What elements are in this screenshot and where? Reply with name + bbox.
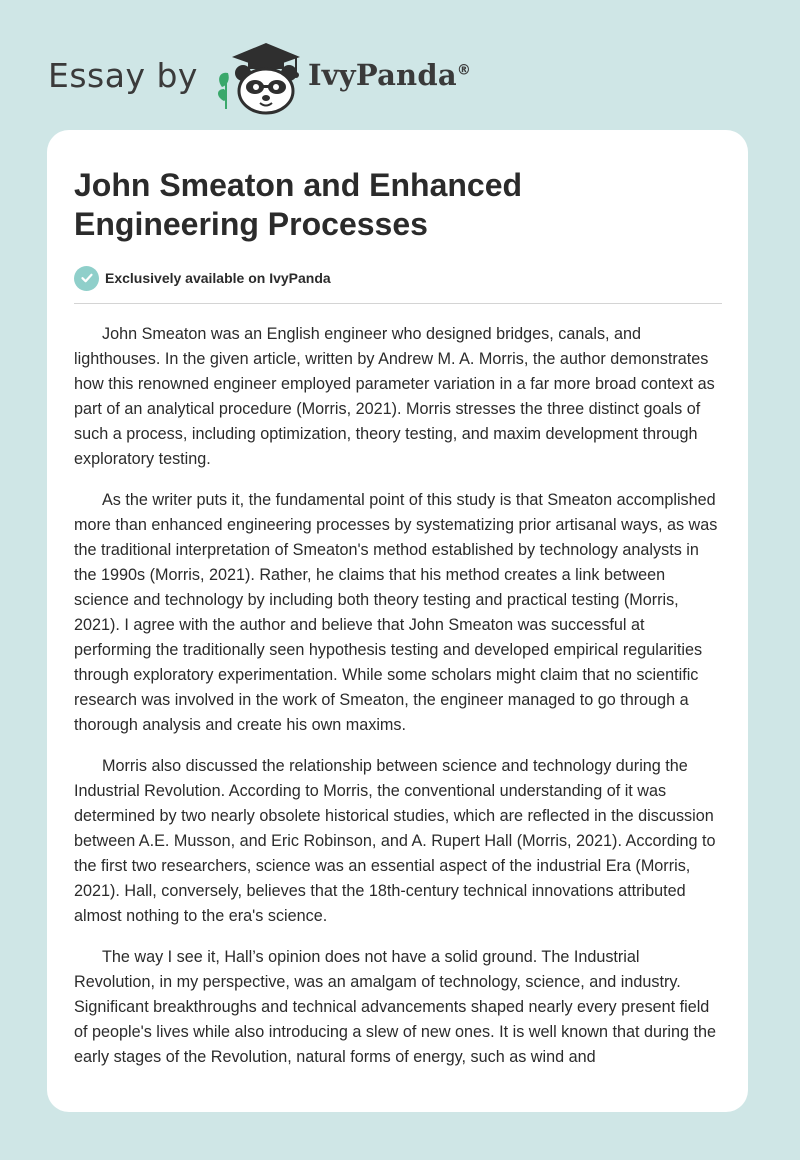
exclusive-label: Exclusively available on IvyPanda <box>105 270 331 286</box>
paragraph-2: As the writer puts it, the fundamental point of this study is that Smeaton accomplished more than enhanced engineering processes by systematizing prior artisanal ways, as was the traditional interpretation of Smeaton's method established by technology analysts in the 1990s (Morris, 2021). Rather, he claims that his method creates a link between science and technology by including both theory testing and practical testing (Morris, 2021). I agree with the author and believe that John Smeaton was successful at performing the traditionally seen hypothesis testing and developed empirical regularities through exploratory experimentation. While some scholars might claim that no scientific research was involved in the work of Smeaton, the engineer managed to go through a thorough analysis and create his own maxims. <box>74 491 718 734</box>
paragraph-3: Morris also discussed the relationship between science and technology during the Industrial Revolution. According to Morris, the conventional understanding of it was determined by two nearly obsolete historical studies, which are reflected in the discussion between A.E. Musson, and Eric Robinson, and A. Rupert Hall (Morris, 2021). According to the first two researchers, science was an essential aspect of the industrial Era (Morris, 2021). Hall, conversely, believes that the 18th-century technical innovations attributed almost nothing to the era's science. <box>74 757 716 925</box>
essay-title: John Smeaton and Enhanced Engineering Processes <box>74 167 523 242</box>
brand-header <box>48 30 471 120</box>
paragraph-4: The way I see it, Hall’s opinion does not have a solid ground. The Industrial Revolution, in my perspective, was an amalgam of technology, science, and industry. Significant breakthroughs and technical advancements shaped nearly every present field of people's lives while also introducing a slew of new ones. It is well known that during the early stages of the Revolution, natural forms of energy, such as wind and <box>74 948 716 1066</box>
essay-card <box>47 130 748 1112</box>
paragraph-1: John Smeaton was an English engineer who designed bridges, canals, and lighthouses. In the given article, written by Andrew M. A. Morris, the author demonstrates how this renowned engineer employed parameter variation in a far more broad context as part of an analytical procedure (Morris, 2021). Morris stresses the three distinct goals of such a process, including optimization, theory testing, and maxim development through exploratory testing. <box>74 325 715 468</box>
divider <box>74 303 722 304</box>
registered-mark: ® <box>456 62 472 79</box>
check-circle-icon <box>74 266 99 291</box>
panda-graduate-logo-icon[interactable] <box>212 35 304 115</box>
essay-body <box>74 322 722 1070</box>
brand-name[interactable] <box>308 58 471 92</box>
exclusive-badge <box>74 265 722 291</box>
essay-by-label: Essay by <box>48 55 198 95</box>
brand-name-text: IvyPanda <box>307 58 457 92</box>
